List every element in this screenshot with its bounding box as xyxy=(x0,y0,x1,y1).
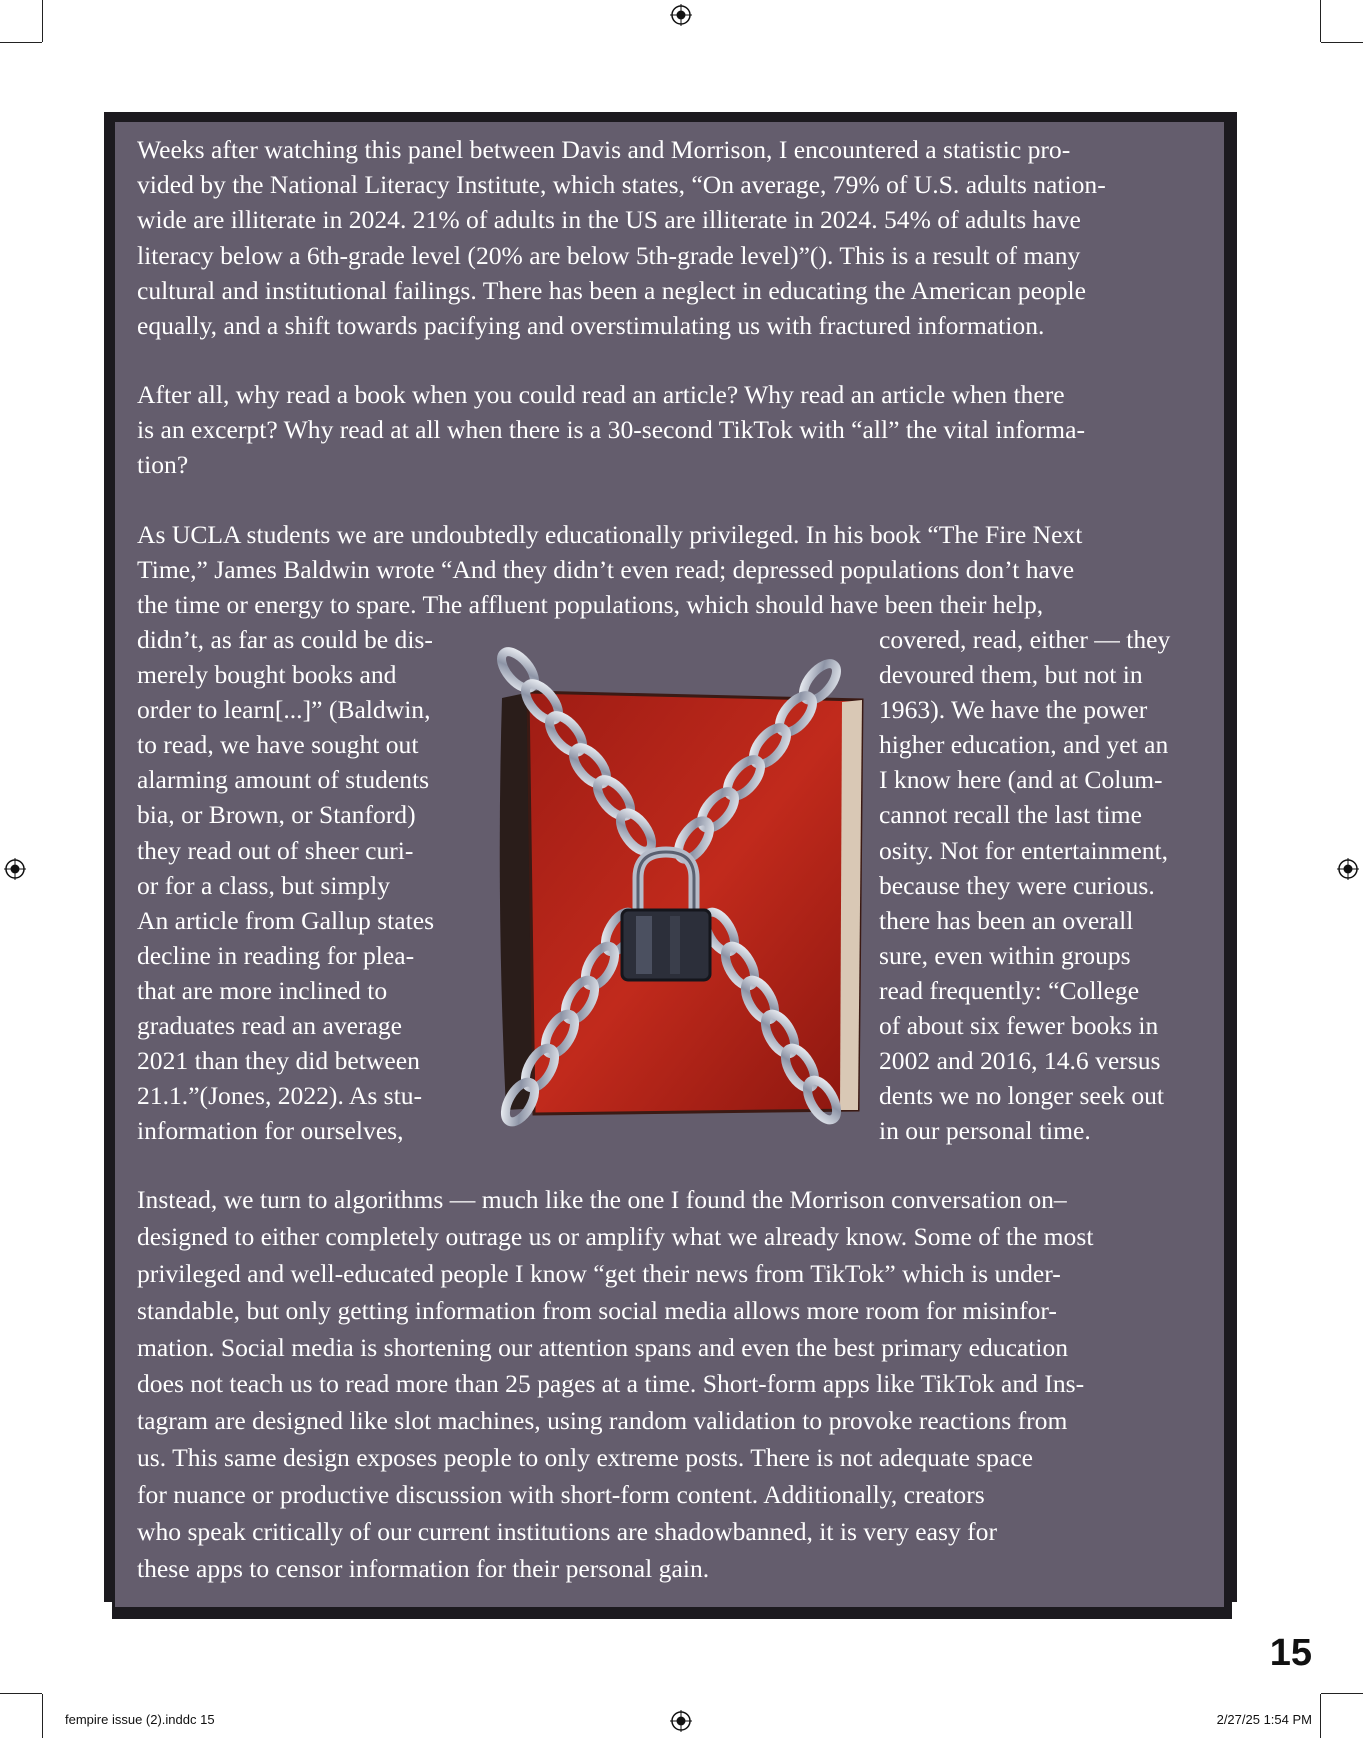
text-line: covered, read, either — they xyxy=(879,625,1171,654)
text-line: 2002 and 2016, 14.6 versus xyxy=(879,1046,1161,1076)
text-line: the time or energy to spare. The affluent populations, which should have been their help, xyxy=(137,590,1044,620)
crop-mark xyxy=(42,1694,43,1738)
text-line: these apps to censor information for their personal gain. xyxy=(137,1553,710,1583)
text-line: Weeks after watching this panel between Davis and Morrison, I encountered a statistic pro- xyxy=(137,135,1071,164)
text-line: designed to either completely outrage us or amplify what we already know. Some of the most xyxy=(137,1221,1094,1251)
registration-mark-icon xyxy=(670,1710,692,1732)
text-line: tion? xyxy=(137,450,189,480)
text-line: 1963). We have the power xyxy=(879,695,1148,725)
slug-timestamp: 2/27/25 1:54 PM xyxy=(1216,1712,1312,1727)
text-line: because they were curious. xyxy=(879,870,1155,900)
text-line: tagram are designed like slot machines, using random validation to provoke reactions from xyxy=(137,1406,1068,1436)
text-line: to read, we have sought out xyxy=(137,730,419,760)
registration-mark-icon xyxy=(1337,858,1359,880)
text-line: An article from Gallup states xyxy=(137,905,435,935)
paragraph-1 xyxy=(137,132,1217,343)
text-line: that are more inclined to xyxy=(137,975,388,1005)
text-line: bia, or Brown, or Stanford) xyxy=(137,800,416,830)
crop-mark xyxy=(0,42,42,43)
text-line: vided by the National Literacy Institute, which states, “On average, 79% of U.S. adults nation- xyxy=(137,170,1106,200)
text-line: information for ourselves, xyxy=(137,1116,404,1146)
text-line: or for a class, but simply xyxy=(137,870,391,900)
text-line: didn’t, as far as could be dis- xyxy=(137,625,433,654)
text-line: After all, why read a book when you could read an article? Why read an article when there xyxy=(137,380,1065,409)
crop-mark xyxy=(1321,1693,1363,1694)
text-line: they read out of sheer curi- xyxy=(137,835,414,865)
crop-mark xyxy=(1321,42,1363,43)
text-line: merely bought books and xyxy=(137,660,397,690)
text-line: higher education, and yet an xyxy=(879,730,1169,760)
slug-file-name: fempire issue (2).inddc 15 xyxy=(65,1712,215,1727)
text-line: equally, and a shift towards pacifying and overstimulating us with fractured information. xyxy=(137,310,1045,340)
text-line: dents we no longer seek out xyxy=(879,1081,1165,1111)
paragraph-4 xyxy=(137,1182,1217,1588)
text-line: read frequently: “College xyxy=(879,975,1140,1005)
text-line: order to learn[...]” (Baldwin, xyxy=(137,695,431,725)
text-line: devoured them, but not in xyxy=(879,660,1143,690)
page-number: 15 xyxy=(1269,1632,1312,1674)
text-line: cannot recall the last time xyxy=(879,800,1142,830)
crop-mark xyxy=(1320,1694,1321,1738)
paragraph-3-right-column xyxy=(879,622,1219,1148)
text-line: for nuance or productive discussion with short-form content. Additionally, creators xyxy=(137,1480,985,1510)
text-line: does not teach us to read more than 25 pages at a time. Short-form apps like TikTok and Ins- xyxy=(137,1369,1085,1399)
text-line: who speak critically of our current institutions are shadowbanned, it is very easy for xyxy=(137,1517,997,1547)
crop-mark xyxy=(1320,0,1321,42)
text-line: decline in reading for plea- xyxy=(137,940,415,970)
text-line: sure, even within groups xyxy=(879,940,1131,970)
text-line: mation. Social media is shortening our attention spans and even the best primary education xyxy=(137,1332,1069,1362)
crop-mark xyxy=(42,0,43,42)
text-line: 21.1.”(Jones, 2022). As stu- xyxy=(137,1081,423,1111)
text-line: standable, but only getting information from social media allows more room for misinfor- xyxy=(137,1295,1057,1325)
text-line: 2021 than they did between xyxy=(137,1046,420,1076)
text-line: literacy below a 6th-grade level (20% are below 5th-grade level)”(). This is a result of many xyxy=(137,240,1081,270)
chained-book-illustration xyxy=(470,640,870,1130)
text-line: cultural and institutional failings. There has been a neglect in educating the American people xyxy=(137,275,1087,305)
text-line: privileged and well-educated people I know “get their news from TikTok” which is under- xyxy=(137,1258,1061,1288)
text-line: As UCLA students we are undoubtedly educationally privileged. In his book “The Fire Next xyxy=(137,520,1083,549)
text-line: is an excerpt? Why read at all when there is a 30-second TikTok with “all” the vital informa- xyxy=(137,415,1085,445)
text-line: Instead, we turn to algorithms — much like the one I found the Morrison conversation on– xyxy=(137,1185,1067,1214)
text-line: wide are illiterate in 2024. 21% of adults in the US are illiterate in 2024. 54% of adults have xyxy=(137,205,1081,235)
registration-mark-icon xyxy=(4,858,26,880)
text-line: Time,” James Baldwin wrote “And they didn’t even read; depressed populations don’t have xyxy=(137,555,1075,585)
text-line: us. This same design exposes people to only extreme posts. There is not adequate space xyxy=(137,1443,1034,1473)
paragraph-3 xyxy=(137,517,1217,623)
text-line: there has been an overall xyxy=(879,905,1134,935)
text-line: of about six fewer books in xyxy=(879,1011,1159,1041)
text-line: alarming amount of students xyxy=(137,765,430,795)
paragraph-3-left-column xyxy=(137,622,477,1148)
registration-mark-icon xyxy=(670,4,692,26)
text-line: I know here (and at Colum- xyxy=(879,765,1163,795)
crop-mark xyxy=(0,1693,42,1694)
paragraph-2 xyxy=(137,377,1217,483)
chained-padlocked-book-icon xyxy=(470,640,870,1130)
text-line: graduates read an average xyxy=(137,1011,403,1041)
text-line: osity. Not for entertainment, xyxy=(879,835,1169,865)
text-line: in our personal time. xyxy=(879,1116,1091,1146)
